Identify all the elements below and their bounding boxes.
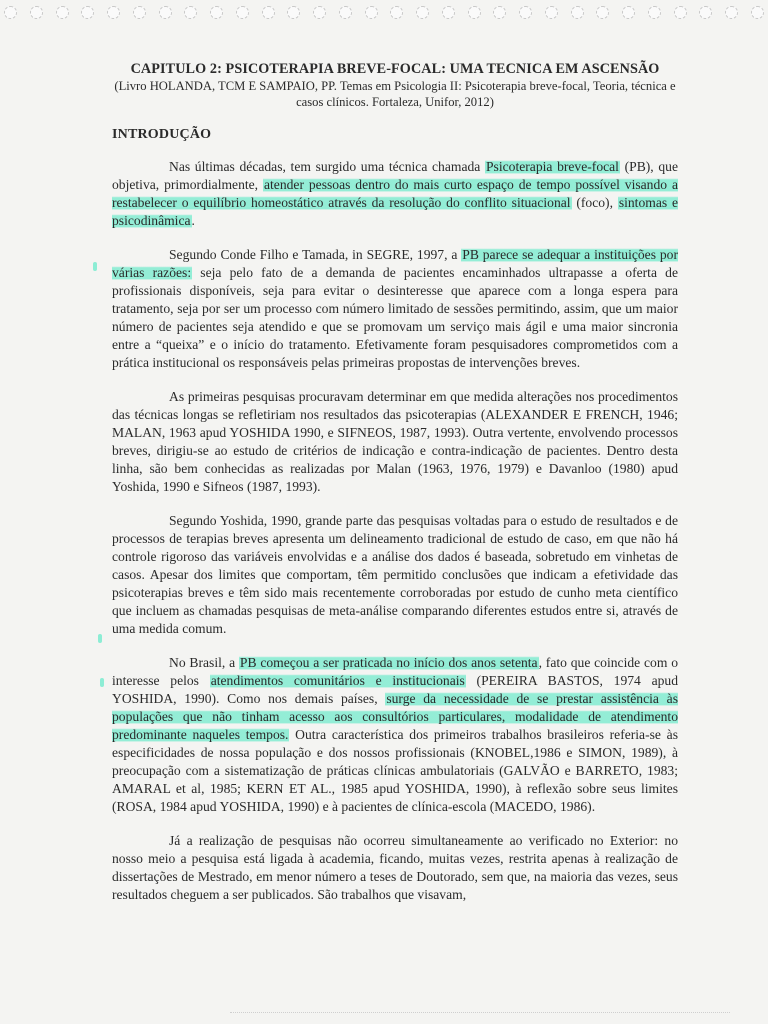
binder-hole bbox=[236, 6, 249, 19]
scan-edge bbox=[230, 1012, 730, 1017]
text-run: Outra característica dos primeiros trabalhos brasileiros referia-se às especificidades de nossa população e dos nossos profissionais (KNOBEL,1986 e SIMON, 1989), à preocupação com a sistematização de práticas clínicas ambulatoriais (GALVÃO e BARRETO, 1983; AMARAL et al, 1985; KERN ET AL., 1985 apud YOSHIDA, 1990), à reflexão sobre seus limites (ROSA, 1984 apud YOSHIDA, 1990) e à pacientes de clínica-escola (MACEDO, 1986). bbox=[112, 727, 678, 814]
paragraph-4: Segundo Yoshida, 1990, grande parte das pesquisas voltadas para o estudo de resultados e de processos de terapias breves apresenta um delineamento tradicional de estudo de caso, em que não há controle rigoroso das variáveis envolvidas e a análise dos dados é baseada, sobretudo em vinhetas de casos. Apesar dos limites que comportam, têm permitido conclusões que indicam a efetividade das psicoterapias breves e têm sido mais recentemente corroboradas por estudo de cunho meta científico que incluem as chamadas pesquisas de meta-análise comparando diferentes estudos entre si, através de uma medida comum. bbox=[112, 513, 678, 636]
text-run: Nas últimas décadas, tem surgido uma técnica chamada bbox=[169, 159, 485, 174]
binder-hole bbox=[622, 6, 635, 19]
text-run: , fato que coincide com o interesse pelos bbox=[112, 655, 678, 688]
document-page bbox=[112, 60, 678, 920]
binder-hole bbox=[56, 6, 69, 19]
text-run: . bbox=[191, 213, 195, 228]
book-reference: (Livro HOLANDA, TCM E SAMPAIO, PP. Temas em Psicologia II: Psicoterapia breve-focal, Teoria, técnica e casos clínicos. Fortaleza, Unifor, 2012) bbox=[114, 79, 676, 109]
binder-hole bbox=[184, 6, 197, 19]
text-run: (foco), bbox=[571, 195, 618, 210]
highlighted-text: PB começou a ser praticada no início dos anos setenta bbox=[239, 655, 538, 670]
binder-hole bbox=[390, 6, 403, 19]
highlighted-text: PB parece se adequar a instituições por várias razões: bbox=[112, 247, 678, 280]
binder-hole bbox=[545, 6, 558, 19]
paragraph-1 bbox=[112, 158, 678, 230]
paragraph-3: As primeiras pesquisas procuravam determinar em que medida alterações nos procedimentos das técnicas longas se refletiriam nos resultados das psicoterapias (ALEXANDER E FRENCH, 1946; MALAN, 1963 apud YOSHIDA 1990, e SIFNEOS, 1987, 1993). Outra vertente, envolvendo processos breves, dirigiu-se ao estudo de critérios de indicação e contra-indicação de pacientes. Dentro desta linha, são bem conhecidas as realizadas por Malan (1963, 1976, 1979) e Davanloo (1980) apud Yoshida, 1990 e Sifneos (1987, 1993). bbox=[112, 389, 678, 494]
highlighted-text: atender pessoas dentro do mais curto espaço de tempo possível visando a restabelecer o equilíbrio homeostático através da resolução do conflito situacional bbox=[112, 177, 678, 210]
binder-hole bbox=[648, 6, 661, 19]
text-run: No Brasil, a bbox=[169, 655, 239, 670]
binder-hole bbox=[571, 6, 584, 19]
highlighter-mark bbox=[100, 678, 104, 687]
binder-hole bbox=[493, 6, 506, 19]
paragraph-6: Já a realização de pesquisas não ocorreu simultaneamente ao verificado no Exterior: no nosso meio a pesquisa está ligada à academia, ficando, muitas vezes, restrita apenas à realização de dissertações de Mestrado, em menor número a teses de Doutorado, sem que, na maioria das vezes, seus resultados cheguem a ser publicados. São trabalhos que visavam, bbox=[112, 833, 678, 902]
binder-holes bbox=[0, 6, 768, 20]
binder-hole bbox=[442, 6, 455, 19]
binder-hole bbox=[210, 6, 223, 19]
binder-hole bbox=[468, 6, 481, 19]
highlighter-mark bbox=[98, 634, 102, 643]
binder-hole bbox=[725, 6, 738, 19]
highlighted-text: Psicoterapia breve-focal bbox=[485, 159, 619, 174]
text-run: seja pelo fato de a demanda de pacientes encaminhados ultrapasse a oferta de profissionais disponíveis, seja para evitar o desinteresse que aparece com a longa espera para tratamento, seja por ser um processo com número limitado de sessões permitindo, assim, que um maior número de pacientes seja atendido e que se promovam um serviço mais ágil e uma maior sincronia entre a “queixa” e o início do tratamento. Efetivamente foram pesquisadores comprometidos com a prática institucional os responsáveis pelas primeiras propostas de intervenções breves. bbox=[112, 265, 678, 370]
highlighted-text: surge da necessidade de se prestar assistência às populações que não tinham acesso aos consultórios particulares, modalidade de atendimento predominante naqueles tempos. bbox=[112, 691, 678, 742]
binder-hole bbox=[81, 6, 94, 19]
highlighted-text: sintomas e psicodinâmica bbox=[112, 195, 678, 228]
text-run: (PEREIRA BASTOS, 1974 apud YOSHIDA, 1990). Como nos demais países, bbox=[112, 673, 678, 706]
binder-hole bbox=[751, 6, 764, 19]
chapter-title: CAPITULO 2: PSICOTERAPIA BREVE-FOCAL: UMA TECNICA EM ASCENSÃO bbox=[130, 61, 660, 77]
binder-hole bbox=[596, 6, 609, 19]
binder-hole bbox=[365, 6, 378, 19]
binder-hole bbox=[133, 6, 146, 19]
section-heading: INTRODUÇÃO bbox=[112, 127, 212, 142]
binder-hole bbox=[262, 6, 275, 19]
binder-hole bbox=[674, 6, 687, 19]
binder-hole bbox=[699, 6, 712, 19]
binder-hole bbox=[30, 6, 43, 19]
binder-hole bbox=[339, 6, 352, 19]
highlighted-text: atendimentos comunitários e institucionais bbox=[210, 673, 465, 688]
binder-hole bbox=[159, 6, 172, 19]
binder-hole bbox=[4, 6, 17, 19]
paragraph-5 bbox=[112, 654, 678, 816]
highlighter-mark bbox=[93, 262, 97, 271]
binder-hole bbox=[287, 6, 300, 19]
text-run: (PB), que objetiva, primordialmente, bbox=[112, 159, 678, 192]
text-run: Segundo Conde Filho e Tamada, in SEGRE, 1997, a bbox=[169, 247, 462, 262]
binder-hole bbox=[519, 6, 532, 19]
binder-hole bbox=[107, 6, 120, 19]
binder-hole bbox=[313, 6, 326, 19]
paragraph-2 bbox=[112, 246, 678, 372]
binder-hole bbox=[416, 6, 429, 19]
